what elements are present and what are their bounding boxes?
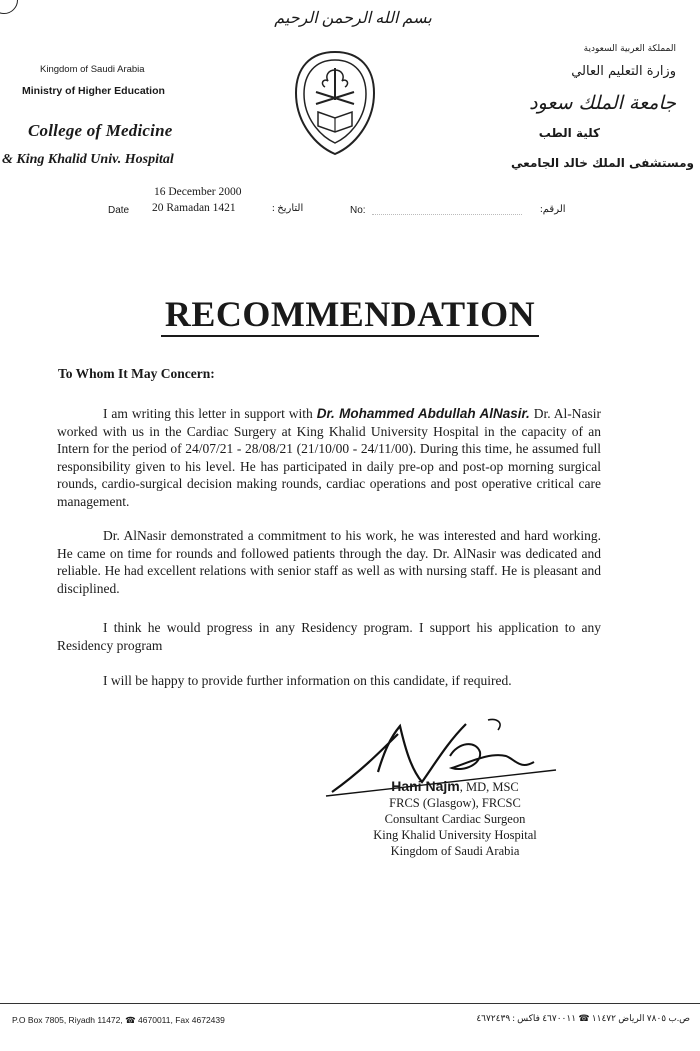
- paragraph-2: Dr. AlNasir demonstrated a commitment to his work, he was interested and hard working. He came on time for rounds and followed patients through the day. Dr. AlNasir was dedicated and reliable. He had excellent relations with senior staff as well as with nursing staff. He is pleasant and disciplined.: [57, 528, 601, 596]
- footer-rule: [0, 1003, 700, 1004]
- date-label: Date: [108, 205, 130, 216]
- letterhead-country-en: Kingdom of Saudi Arabia: [40, 64, 145, 75]
- reference-no-blank: [372, 214, 522, 215]
- letterhead-hospital-en: & King Khalid Univ. Hospital: [2, 152, 174, 167]
- letterhead-college-en: College of Medicine: [28, 121, 173, 140]
- corner-circle-mark: [0, 0, 18, 14]
- signatory-name: Hani Najm: [391, 778, 460, 794]
- bismillah-calligraphy: بسم الله الرحمن الرحيم: [274, 10, 432, 27]
- letterhead-university-ar: جامعة الملك سعود: [529, 92, 676, 114]
- paragraph-4: I will be happy to provide further information on this candidate, if required.: [103, 673, 512, 688]
- letterhead-hospital-ar: ومستشفى الملك خالد الجامعي: [511, 156, 694, 170]
- letterhead-ministry-ar: وزارة التعليم العالي: [571, 64, 676, 79]
- paragraph-1-rest: Dr. Al-Nasir worked with us in the Cardiac Surgery at King Khalid University Hospital in the capacity of an Intern for the period of 24/07/21 - 28/08/21 (21/10/00 - 24/11/00). During this time, he assumed full responsibility given to his level. He has participated in daily pre-op and post-op morning surgical rounds, cardio-surgical decision making rounds, cardiac operations and post operative critical care management.: [57, 406, 602, 509]
- signatory-block: [320, 778, 590, 859]
- date-label-ar: التاريخ :: [272, 203, 304, 214]
- candidate-name: Dr. Mohammed Abdullah AlNasir.: [316, 406, 530, 421]
- reference-no-label: No:: [350, 205, 366, 216]
- letterhead-college-ar: كلية الطب: [538, 126, 600, 140]
- paragraph-1-lead: I am writing this letter in support with: [103, 406, 313, 421]
- document-title: [0, 293, 700, 335]
- letterhead-ministry-en: Ministry of Higher Education: [22, 85, 165, 97]
- footer-address-en: P.O Box 7805, Riyadh 11472, ☎ 4670011, Fax 4672439: [12, 1015, 225, 1025]
- signatory-institution: King Khalid University Hospital: [373, 828, 537, 842]
- date-hijri: 20 Ramadan 1421: [152, 202, 236, 214]
- signatory-line-1: [320, 778, 590, 795]
- signatory-degrees-2: FRCS (Glasgow), FRCSC: [389, 796, 521, 810]
- king-saud-university-seal-icon: [290, 48, 380, 158]
- signatory-position: Consultant Cardiac Surgeon: [384, 812, 526, 826]
- greeting: To Whom It May Concern:: [58, 366, 215, 381]
- letterhead-country-ar: المملكة العربية السعودية: [583, 44, 676, 54]
- paragraph-1: [57, 405, 601, 511]
- footer-address-ar: ص.ب ٧٨٠٥ الرياض ١١٤٧٢ ☎ ٤٦٧٠٠١١ فاكس : ٤٦٧٢٤٣٩: [476, 1013, 690, 1023]
- paragraph-3: I think he would progress in any Residency program. I support his application to any Residency program: [57, 620, 601, 653]
- date-gregorian: 16 December 2000: [154, 186, 242, 198]
- signatory-country: Kingdom of Saudi Arabia: [390, 844, 520, 858]
- reference-label-ar: الرقم:: [540, 204, 566, 215]
- signatory-degrees-1: , MD, MSC: [459, 780, 519, 794]
- document-title-text: RECOMMENDATION: [161, 294, 539, 337]
